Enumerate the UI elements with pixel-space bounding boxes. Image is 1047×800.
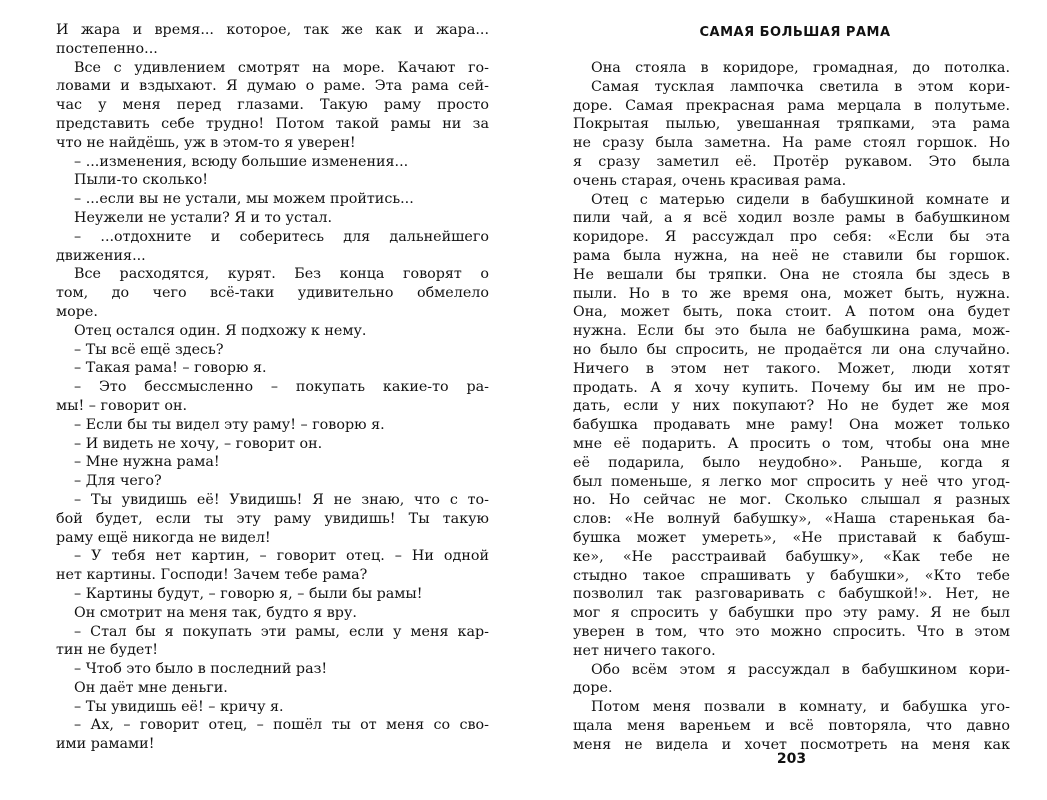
text-line: постепенно...: [56, 40, 158, 57]
text-line: бушка может умереть», «Не приставай к бабуш-: [573, 529, 1010, 546]
text-line: – ...изменения, всюду большие изменения...: [74, 153, 409, 170]
text-line: Отец с матерью сидели в бабушкиной комнате и: [591, 191, 1010, 208]
text-line: – У тебя нет картин, – говорит отец. – Ни одной: [74, 548, 489, 565]
text-line: раму ещё никогда не видел!: [56, 529, 271, 546]
page-number: 203: [776, 751, 807, 767]
text-line: пыли. Но в то же время она, может быть, нужна.: [573, 285, 1010, 302]
text-line: движения...: [56, 247, 146, 264]
text-line: рама была нужна, на неё не ставили бы горшок.: [573, 247, 1010, 264]
right-page: [573, 0, 1010, 800]
text-line: мне её подарить. А просить о том, чтобы она мне: [573, 435, 1010, 452]
text-line: ке», «Не расстраивай бабушку», «Как тебе не: [573, 548, 1010, 565]
text-line: – И видеть не хочу, – говорит он.: [74, 435, 323, 452]
text-line: – Ты всё ещё здесь?: [74, 341, 224, 358]
text-line: – Ты увидишь её! – кричу я.: [74, 698, 284, 715]
book-gutter: [523, 0, 524, 800]
text-line: слов: «Не волнуй бабушку», «Наша старенькая ба-: [573, 511, 1010, 528]
text-line: дать, если у них покупают? Но не будет же моя: [573, 398, 1010, 415]
text-line: Обо всём этом я рассуждал в бабушкином кори-: [591, 661, 1010, 678]
text-line: – ...если вы не устали, мы можем пройтись...: [74, 191, 414, 208]
text-line: я сразу заметил её. Протёр рукавом. Это была: [573, 153, 1010, 170]
text-line: уверен в том, что это можно спросить. Что в этом: [573, 623, 1010, 640]
text-line: Она стояла в коридоре, громадная, до потолка.: [591, 60, 1010, 76]
text-line: меня не видела и хочет посмотреть на меня как: [573, 736, 1010, 753]
text-line: Он даёт мне деньги.: [74, 679, 228, 696]
text-line: Пыли-то сколько!: [74, 172, 209, 189]
text-line: – Ах, – говорит отец, – пошёл ты от меня со сво-: [74, 717, 489, 734]
text-line: Ничего в этом нет такого. Может, люди хотят: [573, 360, 1010, 377]
text-line: тин не будет!: [56, 642, 158, 659]
text-line: Потом меня позвали в комнату, и бабушка уго-: [591, 699, 1010, 716]
text-line: Самая тусклая лампочка светила в этом кори-: [591, 78, 1010, 95]
text-line: – Чтоб это было в последний раз!: [74, 661, 328, 678]
text-line: был поменьше, я легко мог спросить у неё что угод-: [573, 473, 1010, 490]
text-line: Неужели не устали? Я и то устал.: [74, 209, 333, 226]
text-line: ловами и вздыхают. Я думаю о раме. Эта рама сей-: [56, 78, 489, 95]
text-line: Покрытая пылью, увешанная тряпками, эта рама: [573, 116, 1010, 133]
text-line: не сразу была заметна. На раме стоял горшок. Но: [573, 135, 1010, 152]
text-line: ими рамами!: [56, 736, 155, 753]
text-line: Он смотрит на меня так, будто я вру.: [74, 604, 357, 621]
text-line: стыдно такое спрашивать у бабушки», «Кто тебе: [573, 567, 1010, 584]
text-line: – Это бессмысленно – покупать какие-то ра-: [74, 379, 489, 396]
right-page-text: [573, 59, 1010, 754]
text-line: том, до чего всё-таки удивительно обмелело: [56, 285, 489, 302]
text-line: – Ты увидишь её! Увидишь! Я не знаю, что с то-: [74, 491, 489, 508]
text-line: доре.: [573, 680, 613, 697]
text-line: представить себе трудно! Потом такой рамы ни за: [56, 115, 489, 132]
text-line: – Если бы ты видел эту раму! – говорю я.: [74, 416, 385, 433]
text-line: пили чай, а я всё ходил возле рамы в бабушкином: [573, 210, 1010, 227]
text-line: позволил так разговаривать с бабушкой!». Нет, не: [573, 586, 1010, 603]
text-line: нет ничего такого.: [573, 642, 716, 659]
text-line: Отец остался один. Я подхожу к нему.: [74, 322, 367, 339]
text-line: Не вешали бы тряпки. Она не стояла бы здесь в: [573, 266, 1010, 283]
text-line: И жара и время... которое, так же как и жара...: [56, 22, 489, 38]
text-line: бабушка продавать мне раму! Она может только: [573, 417, 1010, 434]
text-line: бой будет, если ты эту раму увидишь! Ты такую: [56, 510, 489, 527]
text-line: коридоре. Я рассуждал про себя: «Если бы эта: [573, 229, 1010, 246]
text-line: мы! – говорит он.: [56, 397, 188, 414]
text-line: очень старая, очень красивая рама.: [573, 172, 847, 189]
text-line: Все с удивлением смотрят на море. Качают го-: [74, 59, 489, 76]
text-line: – Мне нужна рама!: [74, 454, 220, 471]
left-page-text: [56, 0, 489, 754]
text-line: мог я спросить у бабушки про эту раму. Я не был: [573, 605, 1010, 622]
text-line: – Такая рама! – говорю я.: [74, 360, 267, 377]
text-line: что не найдёшь, уж в этом-то я уверен!: [56, 134, 356, 151]
text-line: Все расходятся, курят. Без конца говорят о: [74, 266, 489, 283]
text-line: щала меня вареньем и всё повторяла, что давно: [573, 717, 1010, 734]
text-line: доре. Самая прекрасная рама мерцала в полутьме.: [573, 97, 1010, 114]
text-line: но было бы спросить, не продаётся ли она случайно.: [573, 341, 1010, 358]
text-line: – ...отдохните и соберитесь для дальнейшего: [74, 228, 489, 245]
text-line: нужна. Если бы это была не бабушкина рама, мож-: [573, 323, 1010, 340]
left-page: [56, 0, 489, 800]
text-line: час у меня перед глазами. Такую раму просто: [56, 97, 489, 114]
text-line: нет картины. Господи! Зачем тебе рама?: [56, 567, 368, 584]
text-line: – Для чего?: [74, 473, 162, 490]
text-line: – Картины будут, – говорю я, – были бы рамы!: [74, 585, 423, 602]
text-line: продать. А я хочу купить. Почему бы им не про-: [573, 379, 1010, 396]
text-line: её подарила, было неудобно». Раньше, когда я: [573, 454, 1010, 471]
text-line: Она, может быть, пока стоит. А потом она будет: [573, 304, 1010, 321]
text-line: море.: [56, 303, 98, 320]
running-head: САМАЯ БОЛЬШАЯ РАМА: [699, 25, 891, 40]
text-line: – Стал бы я покупать эти рамы, если у меня кар-: [74, 623, 489, 640]
text-line: но. Но сейчас не мог. Сколько слышал я разных: [573, 492, 1010, 509]
